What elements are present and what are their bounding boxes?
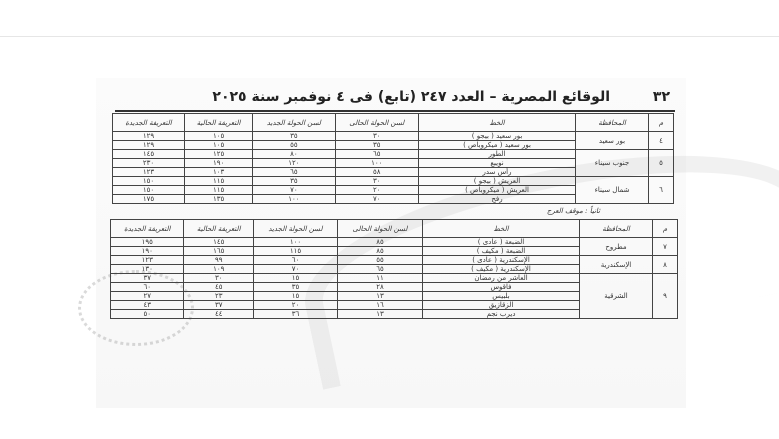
route-cell: بور سعيد ( ميكروباص ) (419, 141, 576, 150)
fare-table-1 (112, 113, 674, 204)
col-header: التعريفة الجديدة (113, 114, 185, 132)
value-cell: ٣٠ (184, 274, 254, 283)
governorate-cell: الإسكندرية (580, 256, 653, 274)
value-cell: ١٤٥ (113, 150, 185, 159)
value-cell: ٢٧ (111, 292, 184, 301)
value-cell: ٨٥ (337, 247, 422, 256)
value-cell: ٣٥ (253, 283, 337, 292)
value-cell: ٣٦ (253, 310, 337, 319)
col-header: م (649, 114, 674, 132)
value-cell: ١٣٥ (185, 195, 253, 204)
route-cell: نويبع (419, 159, 576, 168)
value-cell: ٦٥ (337, 265, 422, 274)
col-header: م (653, 220, 678, 238)
value-cell: ١٤٥ (184, 238, 254, 247)
col-header: المحافظة (580, 220, 653, 238)
header-rule (115, 110, 675, 112)
route-cell: الزقازيق (423, 301, 580, 310)
value-cell: ٥٥ (337, 256, 422, 265)
value-cell: ١١٥ (253, 247, 337, 256)
value-cell: ١٦ (337, 301, 422, 310)
value-cell: ٦٠ (111, 283, 184, 292)
page-number: ٣٢ (652, 89, 670, 105)
value-cell: ٥٠ (111, 310, 184, 319)
route-cell: الإسكندرية ( مكيف ) (423, 265, 580, 274)
value-cell: ١٣ (337, 310, 422, 319)
value-cell: ٧٠ (335, 195, 418, 204)
value-cell: ١٩٠ (111, 247, 184, 256)
governorate-cell: شمال سيناء (576, 177, 649, 204)
col-header: التعريفة الجديدة (111, 220, 184, 238)
row-number: ٩ (653, 274, 678, 319)
value-cell: ٦٠ (253, 256, 337, 265)
route-cell: الضبعة ( عادى ) (423, 238, 580, 247)
col-header: التعريفة الحالية (184, 220, 254, 238)
value-cell: ٥٨ (335, 168, 418, 177)
value-cell: ٨٥ (337, 238, 422, 247)
value-cell: ٣٧ (111, 274, 184, 283)
value-cell: ٤٣ (111, 301, 184, 310)
table-row (111, 238, 678, 247)
route-cell: العريش ( بيجو ) (419, 177, 576, 186)
col-header: الخط (423, 220, 580, 238)
governorate-cell: جنوب سيناء (576, 150, 649, 177)
value-cell: ١٣٠ (111, 265, 184, 274)
route-cell: الضبعة ( مكيف ) (423, 247, 580, 256)
value-cell: ١٢٣ (111, 256, 184, 265)
value-cell: ١١٥ (185, 186, 253, 195)
route-cell: الطور (419, 150, 576, 159)
value-cell: ٣٥ (253, 132, 335, 141)
value-cell: ١٥ (253, 292, 337, 301)
value-cell: ١٥ (253, 274, 337, 283)
governorate-cell: مطروح (580, 238, 653, 256)
governorate-cell: بور سعيد (576, 132, 649, 150)
route-cell: الإسكندرية ( عادى ) (423, 256, 580, 265)
value-cell: ١٣ (337, 292, 422, 301)
value-cell: ١٩٠ (185, 159, 253, 168)
table-row (111, 256, 678, 265)
row-number: ٧ (653, 238, 678, 256)
value-cell: ٦٥ (335, 150, 418, 159)
header-title: الوقائع المصرية – العدد ٢٤٧ (تابع) فى ٤ نوفمبر سنة ٢٠٢٥ (212, 89, 610, 105)
value-cell: ١٠٠ (253, 195, 335, 204)
table-row (113, 132, 674, 141)
row-number: ٤ (649, 132, 674, 150)
value-cell: ١٠٥ (185, 141, 253, 150)
table-row (113, 150, 674, 159)
value-cell: ٧٠ (253, 186, 335, 195)
value-cell: ١٩٥ (111, 238, 184, 247)
value-cell: ١١٥ (185, 177, 253, 186)
value-cell: ١٠٥ (185, 132, 253, 141)
value-cell: ٥٥ (253, 141, 335, 150)
route-cell: بلبيس (423, 292, 580, 301)
value-cell: ١٢٩ (113, 141, 185, 150)
route-cell: رأس سدر (419, 168, 576, 177)
value-cell: ٣٥ (253, 177, 335, 186)
governorate-cell: الشرقية (580, 274, 653, 319)
value-cell: ١٠٩ (184, 265, 254, 274)
value-cell: ١٦٥ (184, 247, 254, 256)
value-cell: ٧٠ (253, 265, 337, 274)
value-cell: ١٢٠ (253, 159, 335, 168)
route-cell: العاشر من رمضان (423, 274, 580, 283)
value-cell: ٣٠ (335, 177, 418, 186)
value-cell: ٨٠ (253, 150, 335, 159)
row-number: ٨ (653, 256, 678, 274)
value-cell: ١١ (337, 274, 422, 283)
top-divider (0, 36, 779, 37)
route-cell: بور سعيد ( بيجو ) (419, 132, 576, 141)
col-header: التعريفة الحالية (185, 114, 253, 132)
col-header: المحافظة (576, 114, 649, 132)
route-cell: رفح (419, 195, 576, 204)
value-cell: ١٠٣ (185, 168, 253, 177)
row-number: ٥ (649, 150, 674, 177)
value-cell: ٣٠ (335, 132, 418, 141)
value-cell: ١٢٩ (113, 132, 185, 141)
col-header: لسن الحولة الحالى (337, 220, 422, 238)
value-cell: ٤٥ (184, 283, 254, 292)
col-header: لسن الحولة الجديد (253, 114, 335, 132)
route-cell: ديرب نجم (423, 310, 580, 319)
top-bar (0, 0, 779, 36)
value-cell: ٤٤ (184, 310, 254, 319)
value-cell: ١٠٠ (335, 159, 418, 168)
value-cell: ١٢٣ (113, 168, 185, 177)
value-cell: ١٢٥ (185, 150, 253, 159)
col-header: لسن الحولة الجديد (253, 220, 337, 238)
route-cell: العريش ( ميكروباص ) (419, 186, 576, 195)
value-cell: ١٠٠ (253, 238, 337, 247)
table-header-row (113, 114, 674, 132)
value-cell: ٢٠ (253, 301, 337, 310)
value-cell: ٩٩ (184, 256, 254, 265)
value-cell: ٢٣ (184, 292, 254, 301)
table-row (111, 274, 678, 283)
col-header: الخط (419, 114, 576, 132)
route-cell: فاقوس (423, 283, 580, 292)
value-cell: ٢٠ (335, 186, 418, 195)
row-number: ٦ (649, 177, 674, 204)
value-cell: ١٥٠ (113, 186, 185, 195)
value-cell: ١٥٠ (113, 177, 185, 186)
value-cell: ٣٧ (184, 301, 254, 310)
page-header (110, 89, 670, 109)
value-cell: ١٧٥ (113, 195, 185, 204)
value-cell: ٦٥ (253, 168, 335, 177)
table-header-row (111, 220, 678, 238)
value-cell: ٢٨ (337, 283, 422, 292)
table-row (113, 177, 674, 186)
value-cell: ٣٥ (335, 141, 418, 150)
col-header: لسن الحولة الحالى (335, 114, 418, 132)
fare-table-2 (110, 219, 678, 319)
section-subheading: ثانياً : موقف العرج (546, 207, 600, 215)
value-cell: ٢٣٠ (113, 159, 185, 168)
